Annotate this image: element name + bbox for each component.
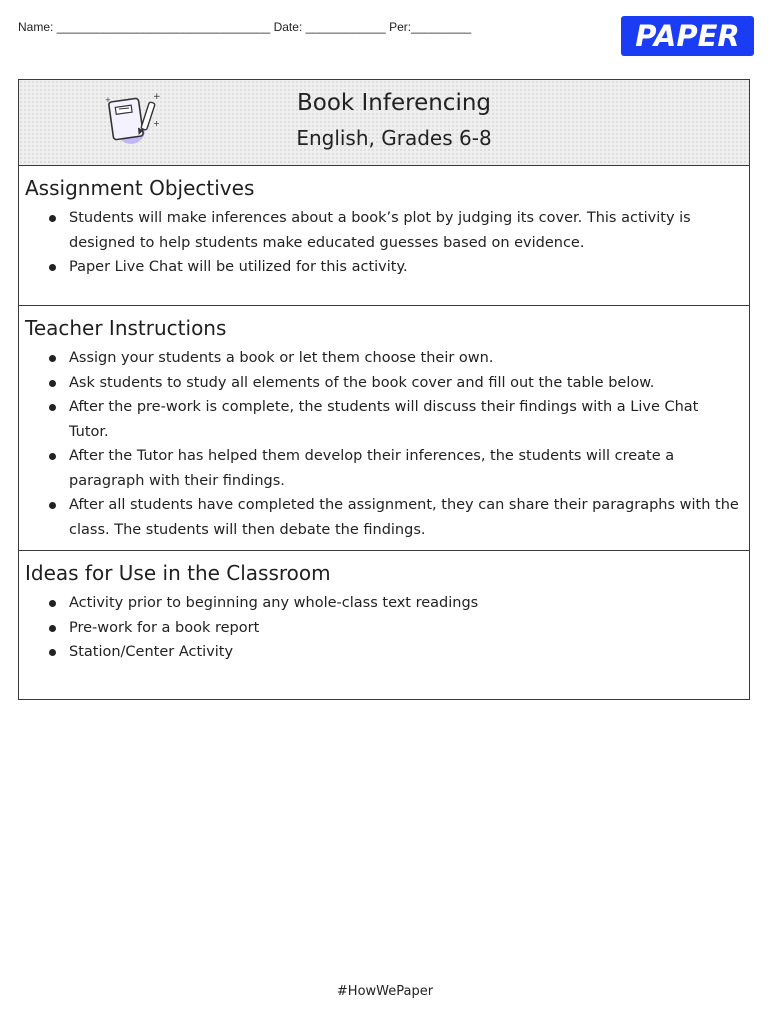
list-item: After the Tutor has helped them develop their inferences, the students will create a paragraph with their findings. xyxy=(45,444,741,493)
title-band xyxy=(19,80,749,166)
list-item: After all students have completed the assignment, they can share their paragraphs with the class. The students will then debate the findings. xyxy=(45,493,741,542)
svg-text:+: + xyxy=(105,96,111,104)
section-heading: Ideas for Use in the Classroom xyxy=(25,561,331,585)
page-subtitle: English, Grades 6-8 xyxy=(296,126,492,150)
name-label: Name: xyxy=(18,20,54,34)
list-item: Pre-work for a book report xyxy=(45,616,741,641)
svg-text:+: + xyxy=(153,119,160,128)
date-label: Date: xyxy=(273,20,303,34)
section-heading: Assignment Objectives xyxy=(25,176,255,200)
worksheet-card xyxy=(18,79,750,700)
objectives-list xyxy=(45,206,741,280)
svg-text:+: + xyxy=(153,92,161,102)
section-teacher-instructions xyxy=(19,306,749,551)
list-item: Station/Center Activity xyxy=(45,640,741,665)
list-item: Ask students to study all elements of the book cover and fill out the table below. xyxy=(45,371,741,396)
page-title: Book Inferencing xyxy=(296,90,492,116)
list-item: Assign your students a book or let them choose their own. xyxy=(45,346,741,371)
section-heading: Teacher Instructions xyxy=(25,316,227,340)
section-assignment-objectives xyxy=(19,166,749,306)
instructions-list xyxy=(45,346,741,542)
list-item: After the pre-work is complete, the students will discuss their findings with a Live Chat Tutor. xyxy=(45,395,741,444)
section-classroom-ideas xyxy=(19,551,749,701)
list-item: Activity prior to beginning any whole-class text readings xyxy=(45,591,741,616)
list-item: Paper Live Chat will be utilized for this activity. xyxy=(45,255,741,280)
period-label: Per: xyxy=(389,20,412,34)
ideas-list xyxy=(45,591,741,665)
logo-text: PAPER xyxy=(635,19,740,53)
footer-hashtag: #HowWePaper xyxy=(336,984,434,999)
paper-logo xyxy=(621,16,754,56)
name-field[interactable]: ________________________________ xyxy=(56,20,271,34)
period-field[interactable]: _________ xyxy=(411,20,472,34)
student-info-line xyxy=(18,20,471,34)
list-item: Students will make inferences about a book’s plot by judging its cover. This activity is designed to help students make educated guesses based on evidence. xyxy=(45,206,741,255)
date-field[interactable]: ____________ xyxy=(305,20,386,34)
